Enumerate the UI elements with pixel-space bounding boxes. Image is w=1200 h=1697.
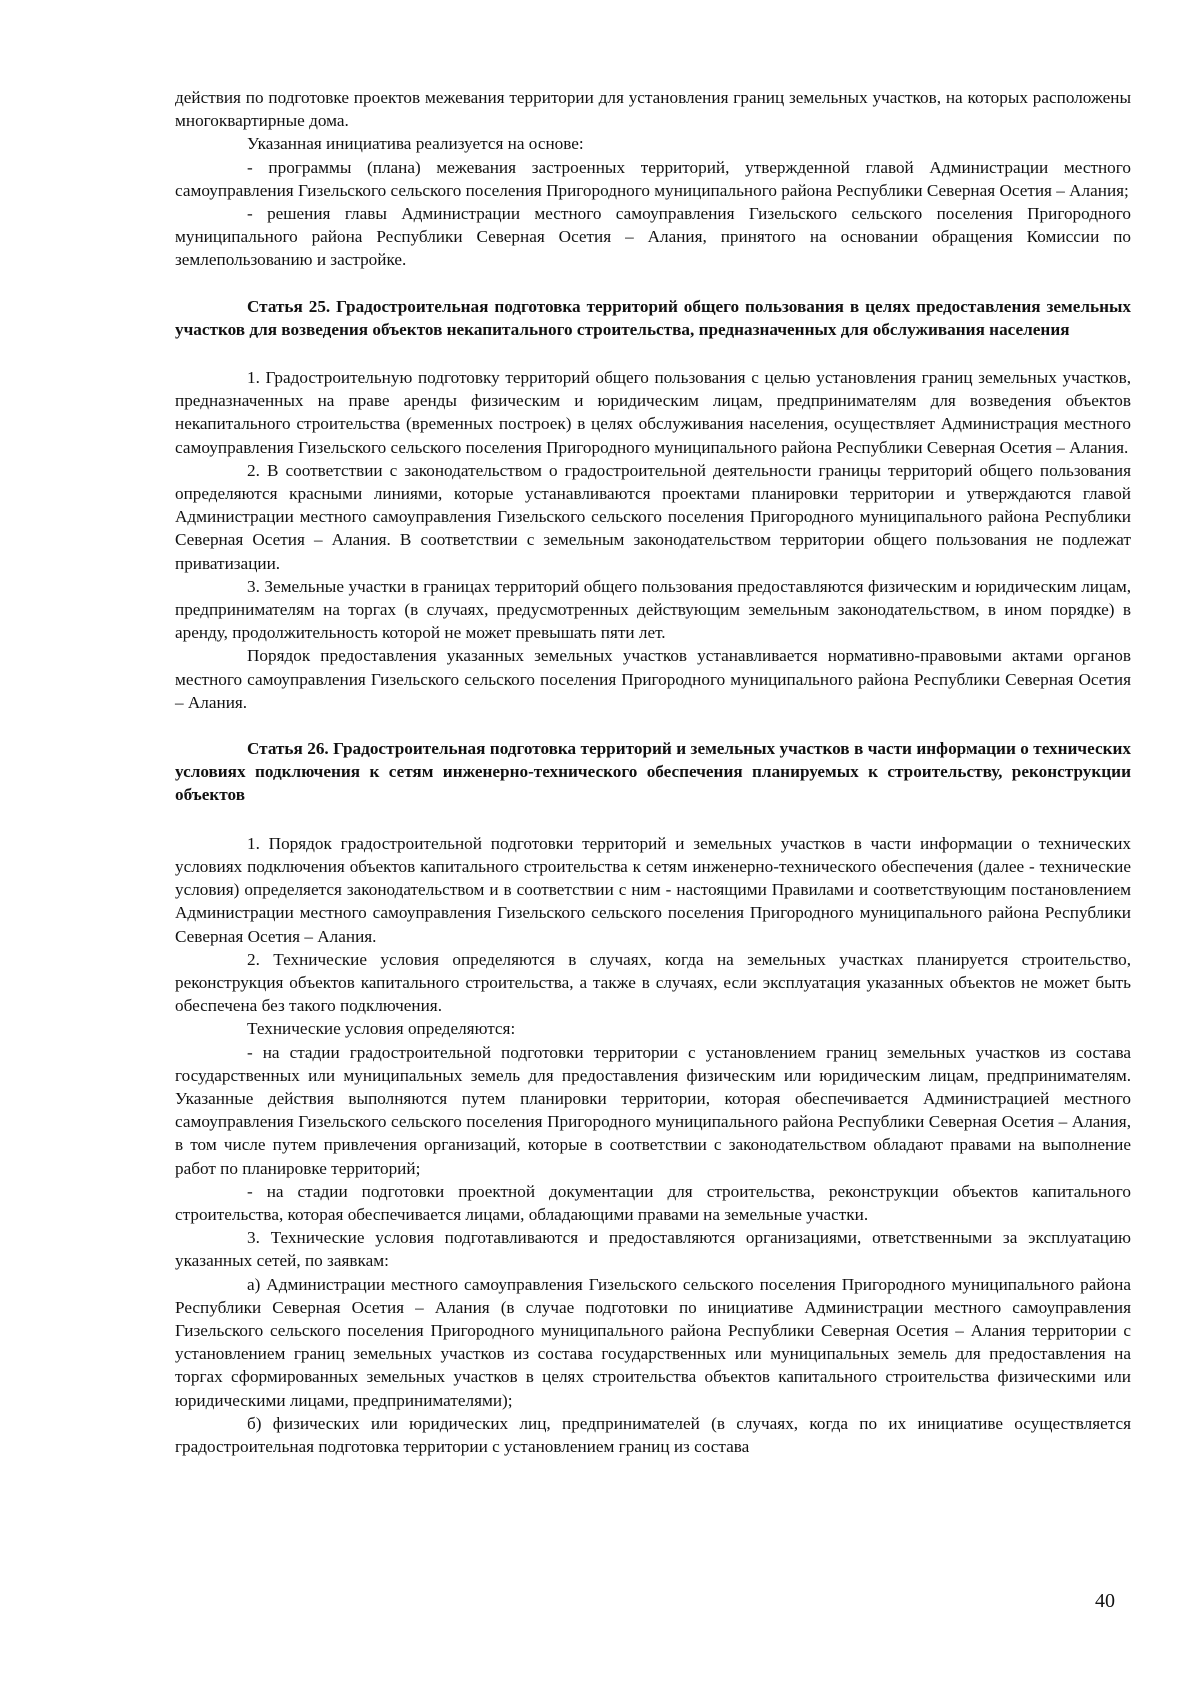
article-26-paragraph: - на стадии подготовки проектной документации для строительства, реконструкции объектов капитального строительства, которая обеспечивается лицами, обладающими правами на земельные участки. <box>175 1181 1131 1224</box>
article-25-paragraph: 1. Градостроительную подготовку территорий общего пользования с целью установления границ земельных участков, предназначенных на праве аренды физическим и юридическим лицам, предпринимателям для возведения объектов некапитального строительства (временных построек) в целях обслуживания населения, осуществляет Администрация местного самоуправления Гизельского сельского поселения Пригородного муниципального района Республики Северная Осетия – Алания. <box>175 368 1131 457</box>
intro-paragraph: - программы (плана) межевания застроенных территорий, утвержденной главой Администрации местного самоуправления Гизельского сельского поселения Пригородного муниципального района Республики Северная Осетия – Алания; <box>175 157 1131 200</box>
page-number: 40 <box>1095 1590 1115 1612</box>
article-26-paragraph: 1. Порядок градостроительной подготовки территорий и земельных участков в части информации о технических условиях подключения объектов капитального строительства к сетям инженерно-технического обеспечения (далее - технические условия) определяется законодательством и в соответствии с ним - настоящими Правилами и соответствующим постановлением Администрации местного самоуправления Гизельского сельского поселения Пригородного муниципального района Республики Северная Осетия – Алания. <box>175 833 1131 946</box>
article-26-paragraph: 2. Технические условия определяются в случаях, когда на земельных участках планируется строительство, реконструкция объектов капитального строительства, а также в случаях, если эксплуатация указанных объектов не может быть обеспечена без такого подключения. <box>175 949 1131 1016</box>
article-25-paragraph: 2. В соответствии с законодательством о градостроительной деятельности границы территорий общего пользования определяются красными линиями, которые устанавливаются проектами планировки территории и утверждаются главой Администрации местного самоуправления Гизельского сельского поселения Пригородного муниципального района Республики Северная Осетия – Алания. В соответствии с земельным законодательством территории общего пользования не подлежат приватизации. <box>175 460 1131 573</box>
article-26-paragraph: б) физических или юридических лиц, предпринимателей (в случаях, когда по их инициативе осуществляется градостроительная подготовка территории с установлением границ из состава <box>175 1413 1131 1456</box>
article-26-heading: Статья 26. Градостроительная подготовка территорий и земельных участков в части информации о технических условиях подключения к сетям инженерно-технического обеспечения планируемых к строительству, реконструкции объектов <box>175 739 1131 805</box>
article-26-paragraph: - на стадии градостроительной подготовки территории с установлением границ земельных участков из состава государственных или муниципальных земель для предоставления физическим или юридическим лицам, предпринимателям. Указанные действия выполняются путем планировки территории, которая обеспечивается Администрацией местного самоуправления Гизельского сельского поселения Пригородного муниципального района Республики Северная Осетия – Алания, в том числе путем привлечения организаций, которые в соответствии с законодательством обладают правами на выполнение работ по планировке территорий; <box>175 1042 1131 1178</box>
intro-paragraph: действия по подготовке проектов межевания территории для установления границ земельных участков, на которых расположены многоквартирные дома. <box>175 88 1131 131</box>
article-26-paragraph: а) Администрации местного самоуправления Гизельского сельского поселения Пригородного муниципального района Республики Северная Осетия – Алания (в случае подготовки по инициативе Администрации местного самоуправления Гизельского сельского поселения Пригородного муниципального района Республики Северная Осетия – Алания территории с установлением границ земельных участков из состава государственных или муниципальных земель для предоставления на торгах сформированных земельных участков в целях строительства объектов капитального строительства физическими или юридическими лицами, предпринимателями); <box>175 1274 1131 1410</box>
document-page <box>175 86 1131 1458</box>
article-26-paragraph: 3. Технические условия подготавливаются и предоставляются организациями, ответственными за эксплуатацию указанных сетей, по заявкам: <box>175 1228 1131 1271</box>
intro-paragraph: Указанная инициатива реализуется на основе: <box>247 134 584 154</box>
article-26-paragraph: Технические условия определяются: <box>247 1019 516 1039</box>
article-25-heading: Статья 25. Градостроительная подготовка территорий общего пользования в целях предоставления земельных участков для возведения объектов некапитального строительства, предназначенных для обслуживания населения <box>175 296 1131 339</box>
article-25-paragraph: Порядок предоставления указанных земельных участков устанавливается нормативно-правовыми актами органов местного самоуправления Гизельского сельского поселения Пригородного муниципального района Республики Северная Осетия – Алания. <box>175 646 1131 712</box>
intro-paragraph: - решения главы Администрации местного самоуправления Гизельского сельского поселения Пригородного муниципального района Республики Северная Осетия – Алания, принятого на основании обращения Комиссии по землепользованию и застройке. <box>175 204 1131 270</box>
article-25-paragraph: 3. Земельные участки в границах территорий общего пользования предоставляются физическим и юридическим лицам, предпринимателям на торгах (в случаях, предусмотренных действующим земельным законодательством, в ином порядке) в аренду, продолжительность которой не может превышать пяти лет. <box>175 576 1131 643</box>
